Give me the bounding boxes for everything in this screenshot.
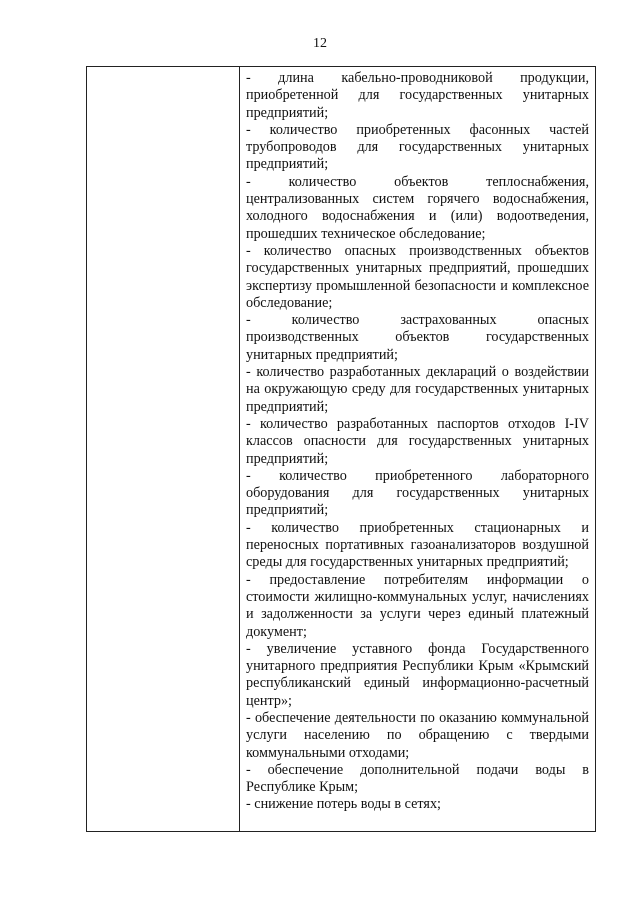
list-item: - количество разработанных паспортов отходов I-IV классов опасности для государственных унитарных предприятий; [246, 415, 589, 467]
list-item: - обеспечение деятельности по оказанию коммунальной услуги населению по обращению с твердыми коммунальными отходами; [246, 709, 589, 761]
list-item: - количество приобретенных фасонных частей трубопроводов для государственных унитарных предприятий; [246, 121, 589, 173]
list-item: - количество разработанных деклараций о воздействии на окружающую среду для государственных унитарных предприятий; [246, 364, 589, 415]
list-item: - снижение потерь воды в сетях; [246, 796, 441, 813]
list-item: - количество приобретенного лабораторного оборудования для государственных унитарных предприятий; [246, 467, 589, 519]
list-item: - количество опасных производственных объектов государственных унитарных предприятий, прошедших экспертизу промышленной безопасности и комплексное обследование; [246, 242, 589, 311]
document-table [86, 66, 596, 832]
list-item: - количество застрахованных опасных производственных объектов государственных унитарных предприятий; [246, 312, 589, 363]
list-item: - увеличение уставного фонда Государственного унитарного предприятия Республики Крым «Крымский республиканский единый информационно-расчетный центр»; [246, 640, 589, 709]
table-left-cell [87, 67, 240, 831]
list-item: - количество приобретенных стационарных и переносных портативных газоанализаторов воздушной среды для государственных унитарных предприятий; [246, 519, 589, 571]
page-number: 12 [313, 36, 327, 51]
table-right-cell [240, 67, 595, 831]
list-item: - количество объектов теплоснабжения, централизованных систем горячего водоснабжения, холодного водоснабжения и (или) водоотведения, прошедших техническое обследование; [246, 173, 589, 242]
list-item: - предоставление потребителям информации о стоимости жилищно-коммунальных услуг, начислениях и задолженности за услуги через единый платежный документ; [246, 571, 589, 640]
list-item: - длина кабельно-проводниковой продукции, приобретенной для государственных унитарных предприятий; [246, 70, 589, 121]
list-item: - обеспечение дополнительной подачи воды в Республике Крым; [246, 761, 589, 796]
